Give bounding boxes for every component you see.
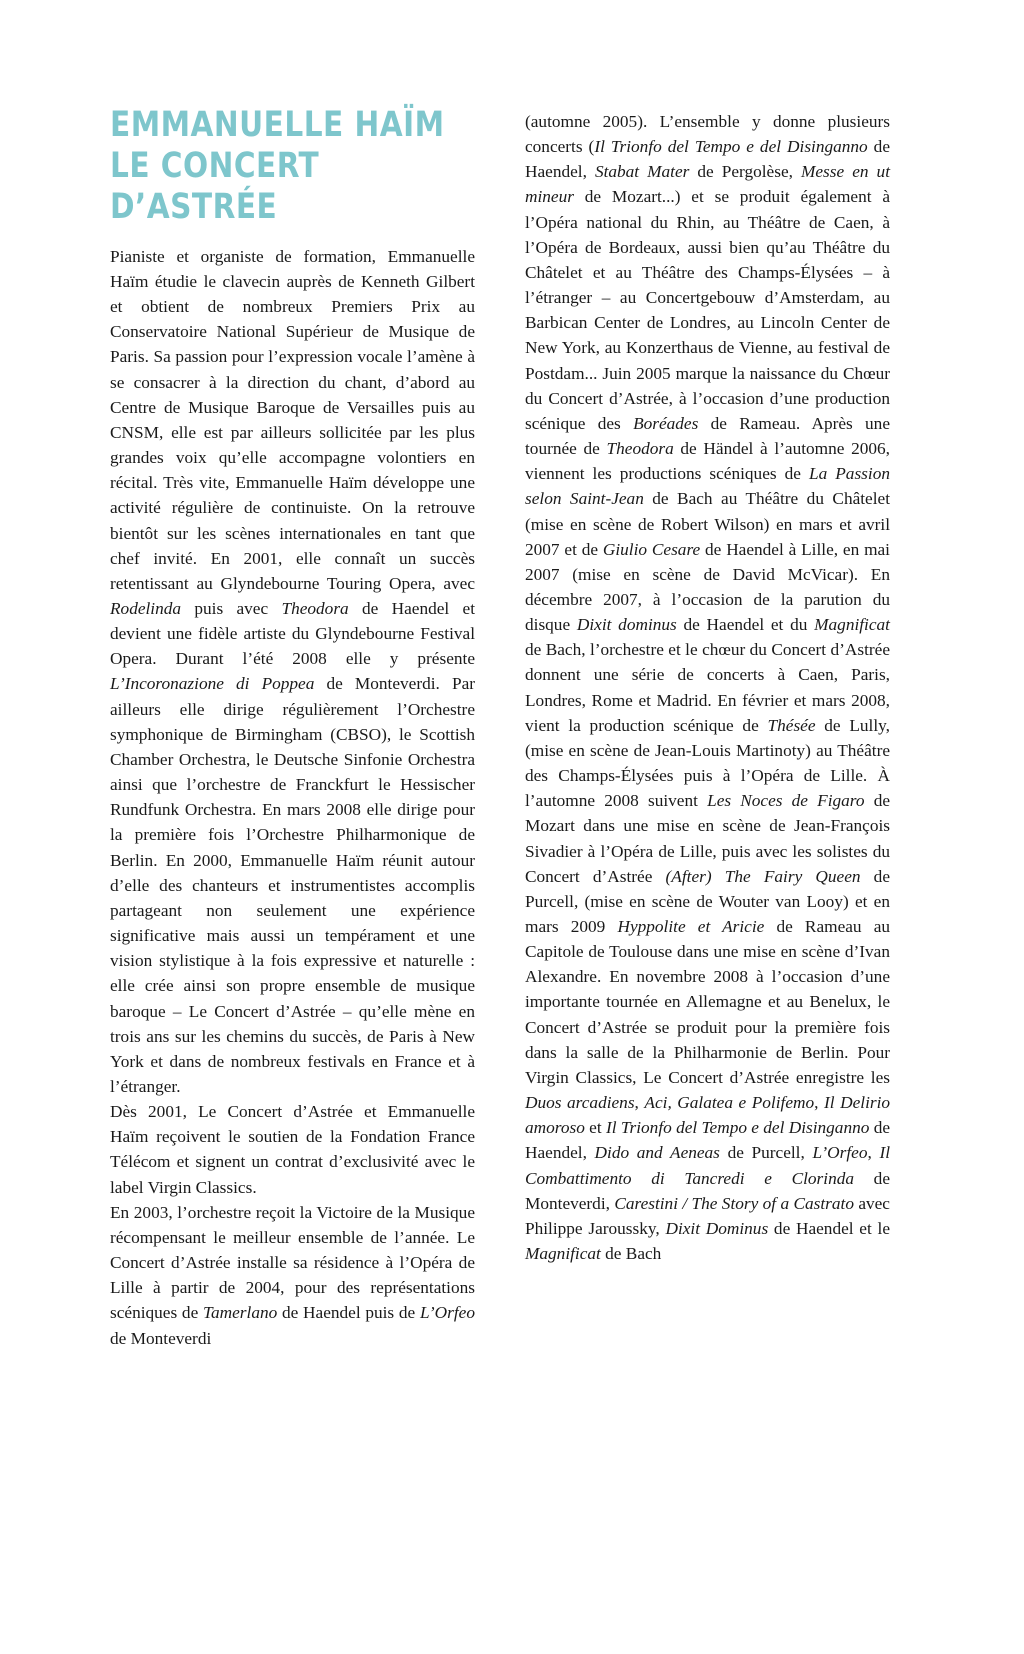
two-column-layout bbox=[110, 105, 924, 1351]
page-title-line-1: EMMANUELLE HAÏM bbox=[110, 105, 445, 145]
page-title-line-2: LE CONCERT D’ASTRÉE bbox=[110, 145, 320, 227]
left-column-body: Pianiste et organiste de formation, Emmanuelle Haïm étudie le clavecin auprès de Kenneth Gilbert et obtient de nombreux Premiers Prix au Conservatoire National Supérieur de Musique de Paris. Sa passion pour l’expression vocale l’amène à se consacrer à la direction du chant, d’abord au Centre de Musique Baroque de Versailles puis au CNSM, elle est par ailleurs sollicitée par les plus grandes voix qu’elle accompagne volontiers en récital. Très vite, Emmanuelle Haïm développe une activité régulière de continuiste. On la retrouve bientôt sur les scènes internationales en tant que chef invité. En 2001, elle connaît un succès retentissant au Glyndebourne Touring Opera, avec Rodelinda puis avec Theodora de Haendel et devient une fidèle artiste du Glyndebourne Festival Opera. Durant l’été 2008 elle y présente L’Incoronazione di Poppea de Monteverdi. Par ailleurs elle dirige régulièrement l’Orchestre symphonique de Birmingham (CBSO), le Scottish Chamber Orchestra, le Deutsche Sinfonie Orchestra ainsi que l’orchestre de Franckfurt le Hessischer Rundfunk Orchestra. En mars 2008 elle dirige pour la première fois l’Orchestre Philharmonique de Berlin. En 2000, Emmanuelle Haïm réunit autour d’elle des chanteurs et instrumentistes accomplis partageant non seulement une expérience significative mais aussi un tempérament et une vision stylistique à la fois expressive et naturelle : elle crée ainsi son propre ensemble de musique baroque – Le Concert d’Astrée – qu’elle mène en trois ans sur les chemins du succès, de Paris à New York et dans de nombreux festivals en France et à l’étranger. Dès 2001, Le Concert d’Astrée et Emmanuelle Haïm reçoivent le soutien de la Fondation France Télécom et signent un contrat d’exclusivité avec le label Virgin Classics. En 2003, l’orchestre reçoit la Victoire de la Musique récompensant le meilleur ensemble de l’année. Le Concert d’Astrée installe sa résidence à l’Opéra de Lille à partir de 2004, pour des représentations scéniques de Tamerlano de Haendel puis de L’Orfeo de Monteverdi bbox=[110, 246, 475, 1348]
left-column bbox=[110, 105, 475, 1351]
right-column-body: (automne 2005). L’ensemble y donne plusieurs concerts (Il Trionfo del Tempo e del Disinganno de Haendel, Stabat Mater de Pergolèse, Messe en ut mineur de Mozart...) et se produit également à l’Opéra national du Rhin, au Théâtre de Caen, à l’Opéra de Bordeaux, aussi bien qu’au Théâtre du Châtelet et au Théâtre des Champs-Élysées – à l’étranger – au Concertgebouw d’Amsterdam, au Barbican Center de Londres, au Lincoln Center de New York, au Konzerthaus de Vienne, au festival de Postdam... Juin 2005 marque la naissance du Chœur du Concert d’Astrée, à l’occasion d’une production scénique des Boréades de Rameau. Après une tournée de Theodora de Händel à l’automne 2006, viennent les productions scéniques de La Passion selon Saint-Jean de Bach au Théâtre du Châtelet (mise en scène de Robert Wilson) en mars et avril 2007 et de Giulio Cesare de Haendel à Lille, en mai 2007 (mise en scène de David McVicar). En décembre 2007, à l’occasion de la parution du disque Dixit dominus de Haendel et du Magnificat de Bach, l’orchestre et le chœur du Concert d’Astrée donnent une série de concerts à Caen, Paris, Londres, Rome et Madrid. En février et mars 2008, vient la production scénique de Thésée de Lully, (mise en scène de Jean-Louis Martinoty) au Théâtre des Champs-Élysées puis à l’Opéra de Lille. À l’automne 2008 suivent Les Noces de Figaro de Mozart dans une mise en scène de Jean-François Sivadier à l’Opéra de Lille, puis avec les solistes du Concert d’Astrée (After) The Fairy Queen de Purcell, (mise en scène de Wouter van Looy) et en mars 2009 Hyppolite et Aricie de Rameau au Capitole de Toulouse dans une mise en scène d’Ivan Alexandre. En novembre 2008 à l’occasion d’une importante tournée en Allemagne et au Benelux, le Concert d’Astrée se produit pour la première fois dans la salle de la Philharmonie de Berlin. Pour Virgin Classics, Le Concert d’Astrée enregistre les Duos arcadiens, Aci, Galatea e Polifemo, Il Delirio amoroso et Il Trionfo del Tempo e del Disinganno de Haendel, Dido and Aeneas de Purcell, L’Orfeo, Il Combattimento di Tancredi e Clorinda de Monteverdi, Carestini / The Story of a Castrato avec Philippe Jaroussky, Dixit Dominus de Haendel et le Magnificat de Bach bbox=[525, 112, 891, 1264]
page-title bbox=[110, 105, 453, 228]
right-column bbox=[525, 105, 890, 1266]
